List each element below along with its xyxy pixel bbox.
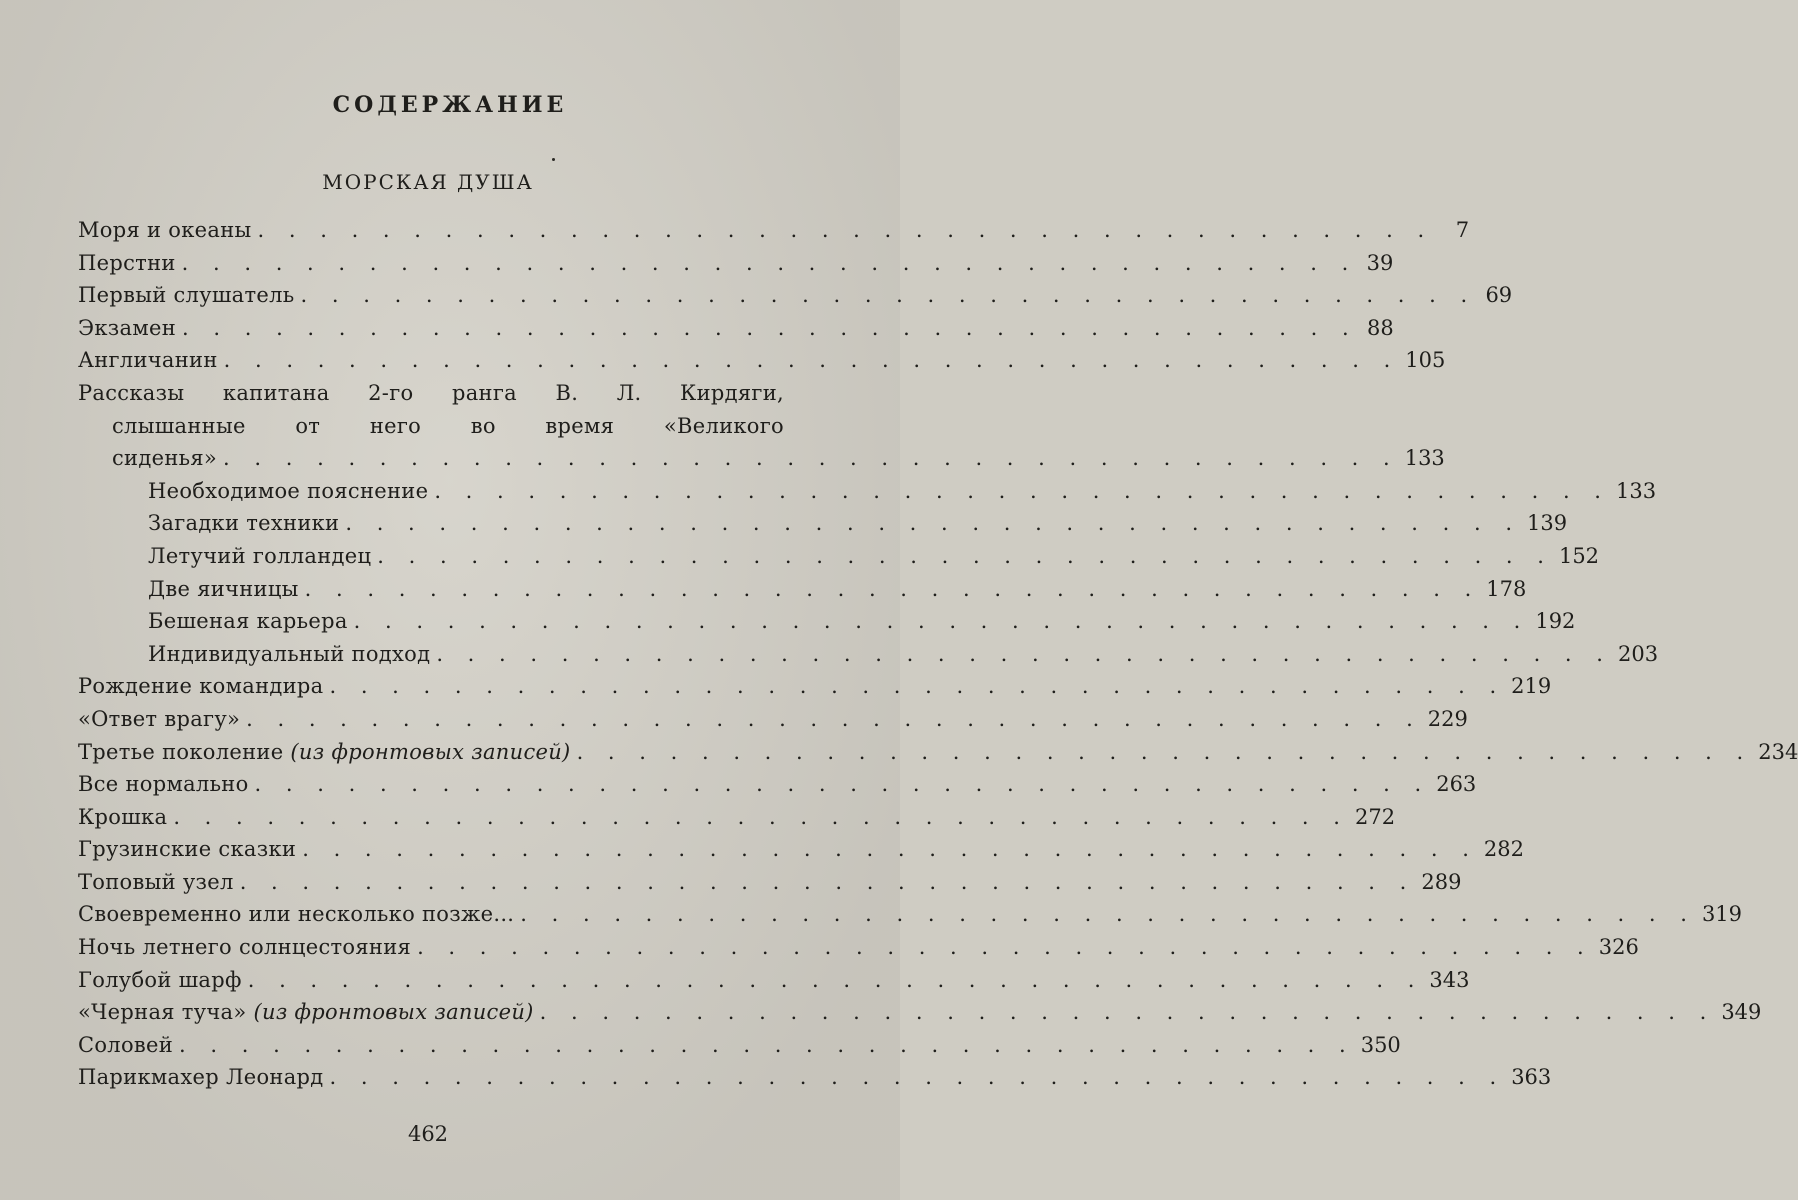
toc-entry-note: (из фронтовых записей) — [253, 1000, 534, 1025]
toc-entry-page: 203 — [1617, 641, 1659, 666]
toc-entry-title: Все нормально — [78, 772, 249, 797]
toc-sub-entry — [78, 540, 1600, 573]
section-title: МОРСКАЯ ДУША — [322, 170, 534, 194]
toc-entry-title: «Ответ врагу» — [78, 706, 241, 731]
dot-leader: . . . . . . . . . . . . . . . . . . . . . . . . . . . . . . . . . . . . . . — [246, 706, 1422, 731]
dot-leader: . . . . . . . . . . . . . . . . . . . . . . . . . . . . . . . . . . . . . . — [304, 576, 1481, 601]
toc-entry-title: Необходимое пояснение — [148, 478, 429, 503]
toc-entry-page: 289 — [1421, 869, 1462, 894]
toc-entry — [78, 312, 1394, 345]
toc-entry-title: Крошка — [78, 804, 168, 829]
toc-entry — [78, 898, 1743, 931]
toc-entry — [78, 866, 1462, 899]
toc-sub-entry — [78, 573, 1527, 606]
toc-sub-entry — [78, 475, 1657, 508]
toc-entry-title: Топовый узел — [78, 869, 234, 894]
toc-entry — [78, 801, 1396, 834]
dot-leader: . . . . . . . . . . . . . . . . . . . . . . . . . . . . . . . . . . . . . . — [181, 250, 1358, 275]
toc-entry-page: 219 — [1511, 674, 1552, 699]
toc-entry-title: Соловей — [78, 1032, 174, 1057]
toc-entry-page: 133 — [1404, 446, 1445, 471]
toc-entry-page: 234 — [1758, 739, 1798, 764]
toc-sub-entry — [78, 605, 1576, 638]
toc-entry-title: Ночь летнего солнцестояния — [78, 935, 412, 960]
dot-leader: . . . . . . . . . . . . . . . . . . . . . . . . . . . . . . . . . . . . . . — [257, 218, 1434, 242]
toc-entry-page: 319 — [1701, 902, 1743, 927]
toc-sub-entry — [78, 507, 1568, 540]
dot-leader: . . . . . . . . . . . . . . . . . . . . . . . . . . . . . . . . . . . . . . — [576, 739, 1753, 764]
table-of-contents — [78, 214, 1798, 1094]
toc-entry-title: Своевременно или несколько позже... — [78, 902, 515, 927]
toc-entry — [78, 996, 1762, 1029]
toc-entry-page: 263 — [1436, 772, 1477, 797]
toc-entry-page: 39 — [1366, 250, 1394, 275]
dot-leader: . . . . . . . . . . . . . . . . . . . . . . . . . . . . . . . . . . . . . . — [300, 283, 1477, 308]
toc-entry-title-text: «Черная туча» — [78, 1000, 247, 1025]
toc-entry — [78, 247, 1394, 280]
dot-leader: . . . . . . . . . . . . . . . . . . . . . . . . . . . . . . . . . . . . . . — [223, 348, 1400, 373]
dot-leader: . . . . . . . . . . . . . . . . . . . . . . . . . . . . . . . . . . . . . . — [254, 772, 1431, 797]
toc-entry-page: 139 — [1527, 511, 1568, 536]
toc-entry-title: Летучий голландец — [148, 543, 372, 568]
toc-entry-page: 88 — [1366, 315, 1394, 340]
dot-leader: . . . . . . . . . . . . . . . . . . . . . . . . . . . . . . . . . . . . . . — [417, 935, 1593, 960]
dot-leader: . . . . . . . . . . . . . . . . . . . . . . . . . . . . . . . . . . . . . . — [353, 609, 1530, 634]
toc-long-entry-line-2: слышанные от него во время «Великого — [112, 413, 784, 438]
toc-entry — [78, 833, 1524, 866]
dot-leader: . . . . . . . . . . . . . . . . . . . . . . . . . . . . . . . . . . . . . . — [329, 1065, 1506, 1090]
toc-entry-page: 229 — [1427, 706, 1468, 731]
toc-entry-title: Бешеная карьера — [148, 609, 348, 634]
print-speck — [552, 158, 555, 161]
dot-leader: . . . . . . . . . . . . . . . . . . . . . . . . . . . . . . . . . . . . . . — [182, 315, 1358, 340]
dot-leader: . . . . . . . . . . . . . . . . . . . . . . . . . . . . . . . . . . . . . . — [173, 804, 1349, 829]
page-title: СОДЕРЖАНИЕ — [332, 92, 568, 118]
toc-entry — [78, 768, 1477, 801]
toc-entry-title — [78, 996, 534, 1029]
toc-entry — [78, 703, 1468, 736]
toc-entry-title: Перстни — [78, 250, 176, 275]
dot-leader: . . . . . . . . . . . . . . . . . . . . . . . . . . . . . . . . . . . . . . — [302, 837, 1478, 862]
toc-entry-page: 192 — [1535, 609, 1576, 634]
toc-entry — [78, 442, 1445, 475]
toc-entry-title: сиденья» — [112, 446, 218, 471]
dot-leader: . . . . . . . . . . . . . . . . . . . . . . . . . . . . . . . . . . . . . . — [436, 641, 1612, 666]
toc-entry-page: 350 — [1360, 1032, 1401, 1057]
toc-entry-title: Индивидуальный подход — [148, 641, 431, 666]
toc-entry-title-text: Третье поколение — [78, 739, 284, 764]
toc-entry-page: 272 — [1354, 804, 1396, 829]
dot-leader: . . . . . . . . . . . . . . . . . . . . . . . . . . . . . . . . . . . . . . — [345, 511, 1522, 536]
toc-entry-title: Парикмахер Леонард — [78, 1065, 324, 1090]
toc-entry — [78, 344, 1446, 377]
dot-leader: . . . . . . . . . . . . . . . . . . . . . . . . . . . . . . . . . . . . . . — [329, 674, 1506, 699]
toc-entry-note: (из фронтовых записей) — [290, 739, 571, 764]
page-number: 462 — [407, 1122, 449, 1146]
toc-entry-title — [78, 736, 571, 769]
toc-entry-page: 349 — [1721, 1000, 1762, 1025]
toc-entry-title: Моря и океаны — [78, 218, 252, 242]
toc-entry-page: 363 — [1511, 1065, 1552, 1090]
toc-sub-entry — [78, 638, 1659, 671]
toc-entry — [78, 214, 1470, 247]
toc-entry-page: 105 — [1405, 348, 1446, 373]
dot-leader: . . . . . . . . . . . . . . . . . . . . . . . . . . . . . . . . . . . . . . — [434, 478, 1610, 503]
dot-leader: . . . . . . . . . . . . . . . . . . . . . . . . . . . . . . . . . . . . . . — [247, 967, 1424, 992]
dot-leader: . . . . . . . . . . . . . . . . . . . . . . . . . . . . . . . . . . . . . . — [239, 869, 1416, 894]
toc-entry-page: 7 — [1455, 218, 1470, 242]
dot-leader: . . . . . . . . . . . . . . . . . . . . . . . . . . . . . . . . . . . . . . — [520, 902, 1696, 927]
toc-entry-page: 178 — [1486, 576, 1527, 601]
toc-entry-title: Англичанин — [78, 348, 218, 373]
toc-entry-title: Экзамен — [78, 315, 177, 340]
toc-entry-title: Две яичницы — [148, 576, 299, 601]
toc-entry-title: Загадки техники — [148, 511, 340, 536]
toc-entry-page: 152 — [1558, 543, 1600, 568]
toc-entry-title: Первый слушатель — [78, 283, 295, 308]
toc-entry — [78, 279, 1513, 312]
toc-long-entry-line-1: Рассказы капитана 2-го ранга В. Л. Кирдяги, — [78, 380, 784, 405]
toc-entry-title: Грузинские сказки — [78, 837, 297, 862]
toc-entry-page: 69 — [1485, 283, 1513, 308]
toc-entry — [78, 964, 1470, 997]
dot-leader: . . . . . . . . . . . . . . . . . . . . . . . . . . . . . . . . . . . . . . — [377, 543, 1553, 568]
toc-entry — [78, 1061, 1552, 1094]
toc-entry-page: 282 — [1483, 837, 1524, 862]
dot-leader: . . . . . . . . . . . . . . . . . . . . . . . . . . . . . . . . . . . . . . — [539, 1000, 1716, 1025]
toc-entry — [78, 670, 1552, 703]
toc-entry — [78, 931, 1639, 964]
dot-leader: . . . . . . . . . . . . . . . . . . . . . . . . . . . . . . . . . . . . . . — [223, 446, 1399, 471]
toc-entry — [78, 1029, 1401, 1062]
toc-entry-title: Рождение командира — [78, 674, 324, 699]
toc-entry-page: 133 — [1615, 478, 1657, 503]
toc-entry-page: 326 — [1598, 935, 1639, 960]
toc-entry — [78, 736, 1798, 769]
dot-leader: . . . . . . . . . . . . . . . . . . . . . . . . . . . . . . . . . . . . . . — [179, 1032, 1355, 1057]
toc-entry-title: Голубой шарф — [78, 967, 242, 992]
toc-entry-page: 343 — [1429, 967, 1470, 992]
